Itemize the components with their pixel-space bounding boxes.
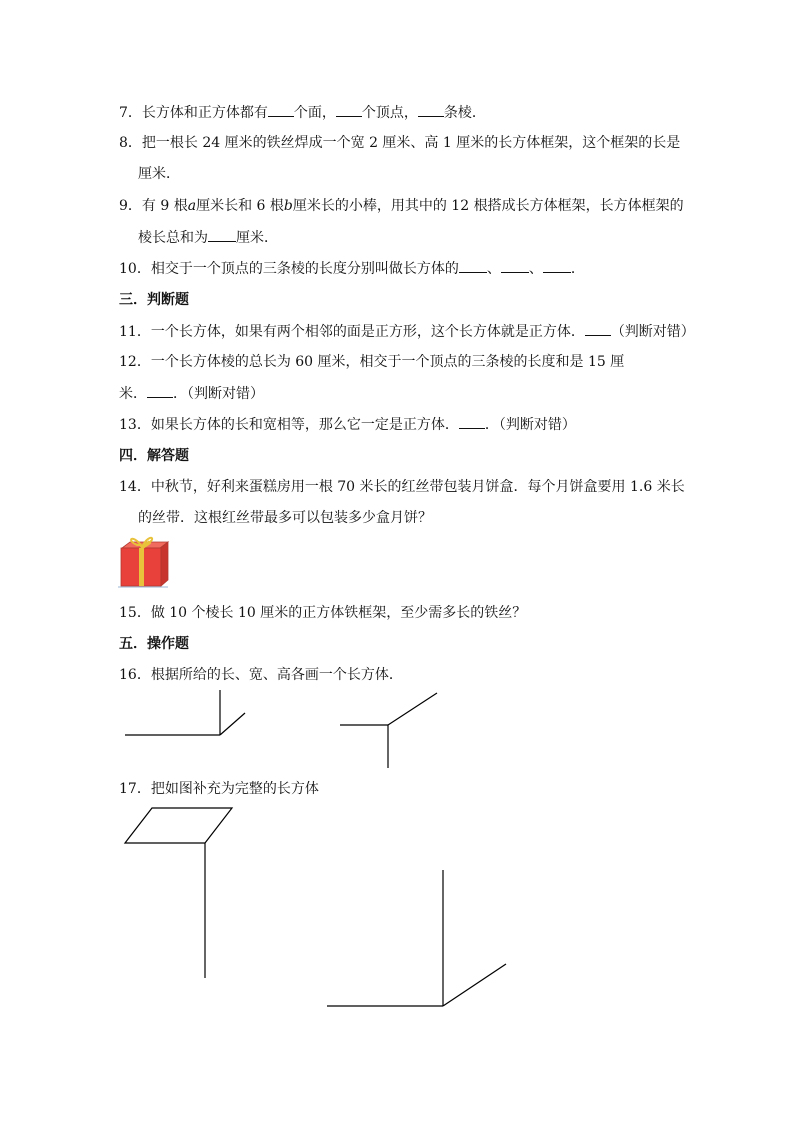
q10-text-a: 10．相交于一个顶点的三条棱的长度分别叫做长方体的 xyxy=(119,261,459,277)
q12-text-b: 米． xyxy=(119,386,147,402)
q16-figure-2 xyxy=(340,693,437,768)
q10-sep-2: 、 xyxy=(528,261,543,277)
q7-text-d: 条棱． xyxy=(443,105,486,121)
q13-text-b: ．（判断对错） xyxy=(484,417,576,433)
q17-figure-1 xyxy=(125,808,232,978)
q9-text-b: 厘米长和 6 根 xyxy=(196,198,284,214)
question-14-line-2: 的丝带．这根红丝带最多可以包装多少盒月饼？ xyxy=(138,510,432,526)
q9-text-c: 厘米长的小棒，用其中的 12 根搭成长方体框架，长方体框架的 xyxy=(292,198,684,214)
q11-text-b: （判断对错） xyxy=(610,324,695,340)
question-17: 17．把如图补充为完整的长方体 xyxy=(119,781,319,797)
section-3-title: 三．判断题 xyxy=(119,292,189,308)
q9-text-e: 厘米． xyxy=(236,230,278,246)
q9-text-a: 9．有 9 根 xyxy=(119,198,188,214)
q10-sep-1: 、 xyxy=(486,261,501,277)
q10-end: ． xyxy=(570,261,585,277)
q7-text-a: 7．长方体和正方体都有 xyxy=(119,105,268,121)
q7-text-b: 个面， xyxy=(293,105,336,121)
question-15: 15．做 10 个棱长 10 厘米的正方体铁框架，至少需多长的铁丝？ xyxy=(119,605,527,621)
q9-var-b: b xyxy=(283,198,293,214)
question-12-line-1: 12．一个长方体棱的总长为 60 厘米，相交于一个顶点的三条棱的长度和是 15 厘 xyxy=(119,354,625,370)
gift-box-icon xyxy=(118,538,168,587)
q16-figure-1 xyxy=(125,690,245,735)
question-8-line-1: 8．把一根长 24 厘米的铁丝焊成一个宽 2 厘米、高 1 厘米的长方体框架，这个框架的长是 xyxy=(119,135,681,151)
section-4-title: 四．解答题 xyxy=(119,448,189,464)
q13-text-a: 13．如果长方体的长和宽相等，那么它一定是正方体． xyxy=(119,417,459,433)
q12-text-c: ．（判断对错） xyxy=(173,386,264,402)
q7-text-c: 个顶点， xyxy=(361,105,418,121)
q17-figure-2 xyxy=(327,870,506,1006)
q8-text-b: 厘米． xyxy=(138,166,180,182)
section-5-title: 五．操作题 xyxy=(119,636,189,652)
q9-var-a: a xyxy=(187,198,197,214)
q9-text-d: 棱长总和为 xyxy=(138,230,208,246)
question-14-line-1: 14．中秋节，好利来蛋糕房用一根 70 米长的红丝带包装月饼盒．每个月饼盒要用 1.6 米长 xyxy=(119,479,685,495)
question-16: 16．根据所给的长、宽、高各画一个长方体． xyxy=(119,667,403,683)
q11-text-a: 11．一个长方体，如果有两个相邻的面是正方形，这个长方体就是正方体． xyxy=(119,324,585,340)
